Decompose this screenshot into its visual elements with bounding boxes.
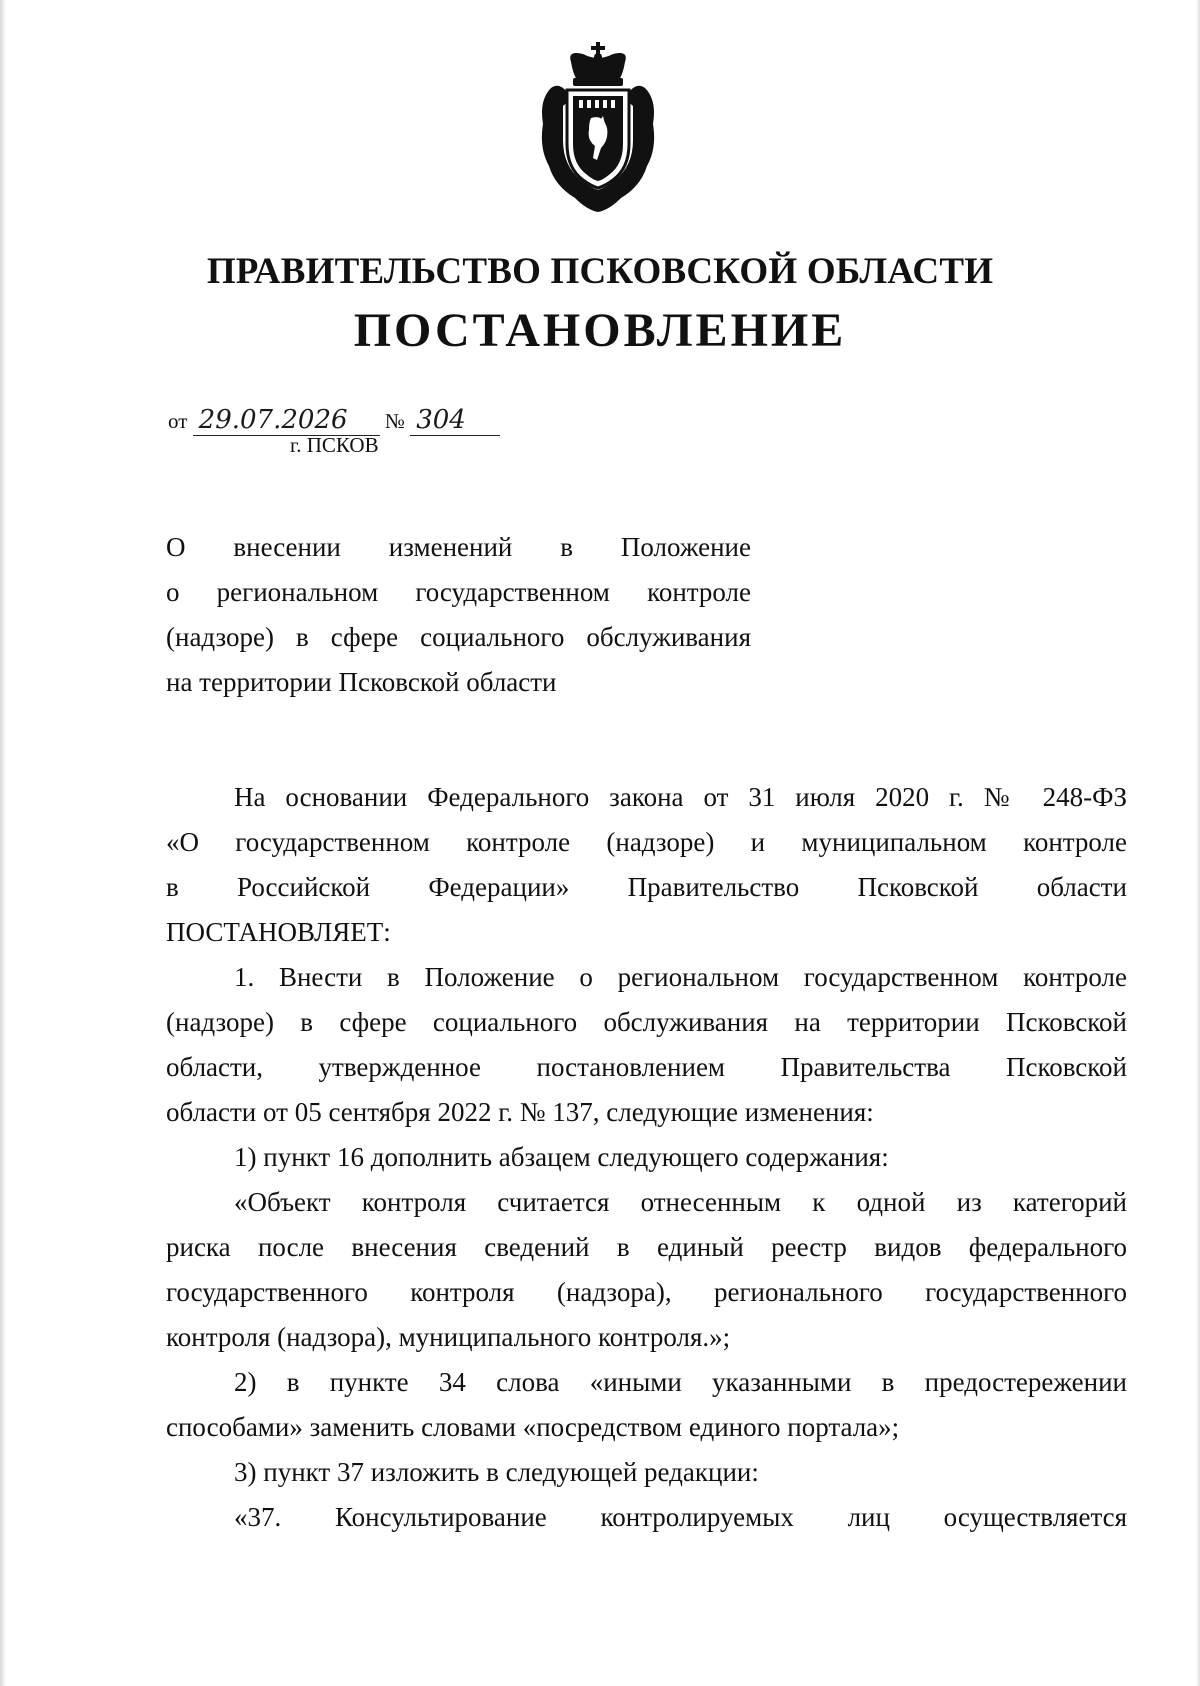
organization-name: ПРАВИТЕЛЬСТВО ПСКОВСКОЙ ОБЛАСТИ xyxy=(206,251,994,292)
body-line: риска после внесения сведений в единый реестр видов федерального xyxy=(166,1232,1127,1262)
body-line: 2) в пункте 34 слова «иными указанными в предостережении xyxy=(234,1367,1127,1397)
subject-line: О внесении изменений в Положение xyxy=(166,532,751,562)
document-type-title: ПОСТАНОВЛЕНИЕ xyxy=(353,304,847,357)
document-subject xyxy=(166,525,751,705)
body-line: ПОСТАНОВЛЯЕТ: xyxy=(166,917,391,947)
body-line: области от 05 сентября 2022 г. № 137, следующие изменения: xyxy=(166,1097,874,1127)
document-body xyxy=(166,775,1127,1540)
handwritten-date: 29.07.2026 xyxy=(193,405,380,436)
body-line: 1. Внести в Положение о региональном государственном контроле xyxy=(234,962,1127,992)
body-line: в Российской Федерации» Правительство Псковской области xyxy=(166,872,1127,902)
body-line: (надзоре) в сфере социального обслуживания на территории Псковской xyxy=(166,1007,1127,1037)
date-prefix-label: от xyxy=(168,409,188,433)
subject-line: (надзоре) в сфере социального обслуживания xyxy=(166,622,751,652)
body-line: «37. Консультирование контролируемых лиц осуществляется xyxy=(234,1502,1127,1532)
city-label: г. ПСКОВ xyxy=(290,433,379,457)
body-line: 1) пункт 16 дополнить абзацем следующего содержания: xyxy=(234,1142,889,1172)
body-line: На основании Федерального закона от 31 июля 2020 г. № 248-ФЗ xyxy=(234,782,1127,812)
date-number-line xyxy=(168,405,500,436)
body-line: государственного контроля (надзора), регионального государственного xyxy=(166,1277,1127,1307)
subject-line: о региональном государственном контроле xyxy=(166,577,751,607)
coat-of-arms-emblem xyxy=(533,40,663,215)
body-line: «Объект контроля считается отнесенным к одной из категорий xyxy=(234,1187,1127,1217)
body-line: «О государственном контроле (надзоре) и муниципальном контроле xyxy=(166,827,1127,857)
subject-line: на территории Псковской области xyxy=(166,667,557,697)
body-line: контроля (надзора), муниципального контроля.»; xyxy=(166,1322,731,1352)
body-line: способами» заменить словами «посредством единого портала»; xyxy=(166,1412,900,1442)
handwritten-number: 304 xyxy=(410,405,500,436)
number-prefix-label: № xyxy=(384,409,405,433)
body-line: 3) пункт 37 изложить в следующей редакции: xyxy=(234,1457,759,1487)
body-line: области, утвержденное постановлением Правительства Псковской xyxy=(166,1052,1127,1082)
